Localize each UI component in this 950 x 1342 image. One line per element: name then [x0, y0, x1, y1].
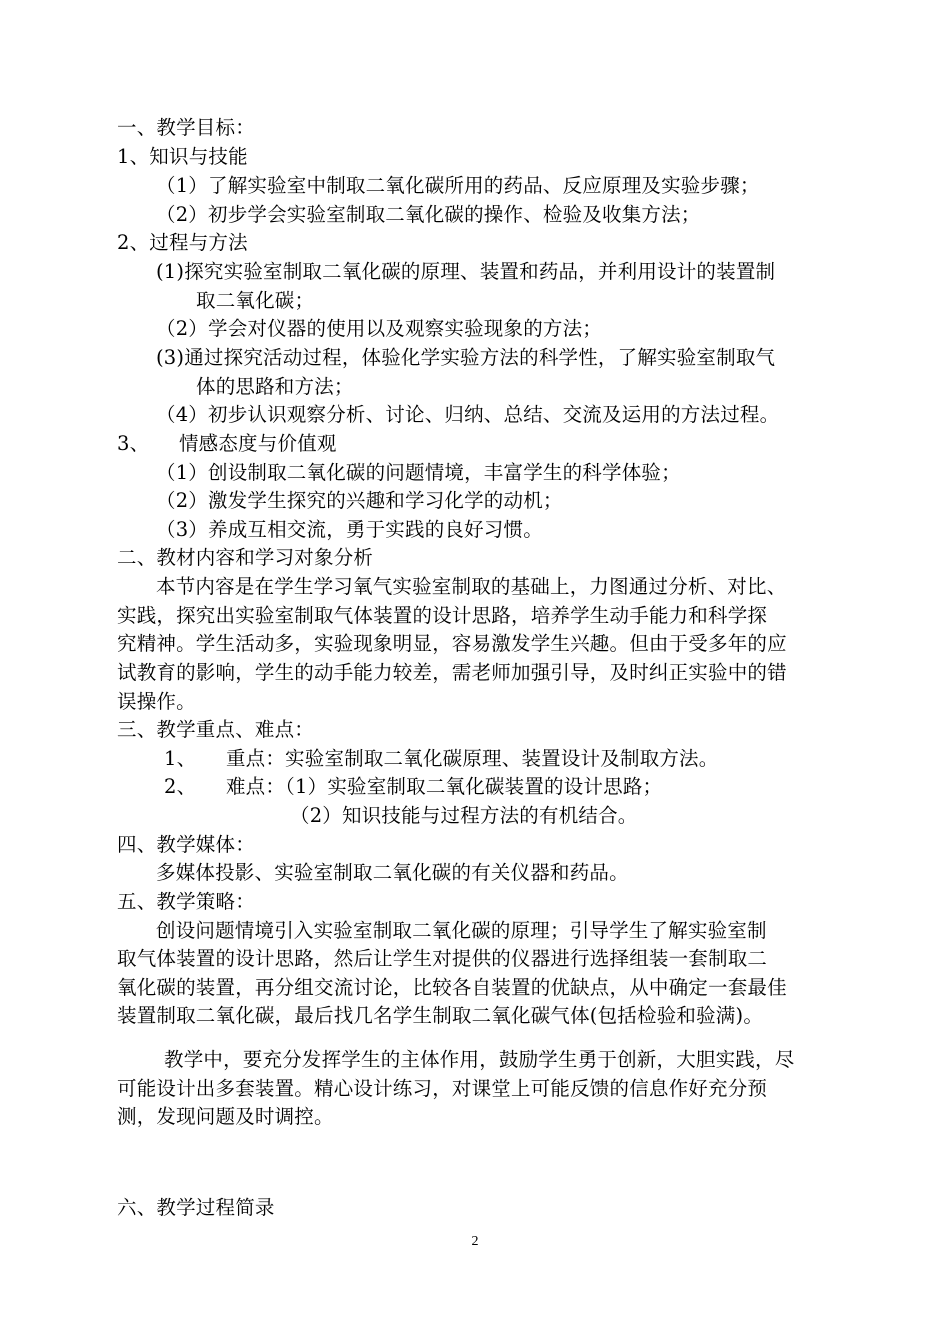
- key-point-2-cont: （2）知识技能与过程方法的有机结合。: [290, 804, 638, 827]
- goal-item-2-3-cont: 体的思路和方法；: [196, 375, 354, 398]
- key-point-2: 2、 难点：（1）实验室制取二氧化碳装置的设计思路；: [164, 775, 663, 798]
- goal-item-2-1: (1)探究实验室制取二氧化碳的原理、装置和药品，并利用设计的装置制: [156, 260, 776, 283]
- goal-item-2-4: （4）初步认识观察分析、讨论、归纳、总结、交流及运用的方法过程。: [156, 403, 780, 426]
- strategy-paragraph2-line-2: 可能设计出多套装置。精心设计练习，对课堂上可能反馈的信息作好充分预: [117, 1077, 768, 1100]
- goal-item-2-1-cont: 取二氧化碳；: [196, 289, 315, 312]
- strategy-paragraph-line-4: 装置制取二氧化碳，最后找几名学生制取二氧化碳气体(包括检验和验满)。: [117, 1004, 764, 1027]
- key-point-1: 1、 重点：实验室制取二氧化碳原理、装置设计及制取方法。: [164, 747, 719, 770]
- media-paragraph: 多媒体投影、实验室制取二氧化碳的有关仪器和药品。: [156, 861, 629, 884]
- strategy-paragraph-line-2: 取气体装置的设计思路，然后让学生对提供的仪器进行选择组装一套制取二: [117, 947, 768, 970]
- heading-teaching-goals: 一、教学目标：: [117, 116, 255, 139]
- analysis-paragraph-line-4: 试教育的影响，学生的动手能力较差，需老师加强引导，及时纠正实验中的错: [117, 661, 787, 684]
- page-number: 2: [471, 1234, 479, 1249]
- goal-item-1-2: （2）初步学会实验室制取二氧化碳的操作、检验及收集方法；: [156, 203, 701, 226]
- strategy-paragraph2-line-3: 测，发现问题及时调控。: [117, 1105, 334, 1128]
- goal-item-3-2: （2）激发学生探究的兴趣和学习化学的动机；: [156, 489, 563, 512]
- heading-content-analysis: 二、教材内容和学习对象分析: [117, 546, 374, 569]
- strategy-paragraph2-line-1: 教学中，要充分发挥学生的主体作用，鼓励学生勇于创新，大胆实践，尽: [164, 1048, 795, 1071]
- analysis-paragraph-line-1: 本节内容是在学生学习氧气实验室制取的基础上，力图通过分析、对比、: [156, 575, 787, 598]
- subheading-emotion-values: 3、 情感态度与价值观: [117, 432, 337, 455]
- analysis-paragraph-line-3: 究精神。学生活动多，实验现象明显，容易激发学生兴趣。但由于受多年的应: [117, 632, 787, 655]
- strategy-paragraph-line-1: 创设问题情境引入实验室制取二氧化碳的原理；引导学生了解实验室制: [156, 919, 767, 942]
- goal-item-3-3: （3）养成互相交流，勇于实践的良好习惯。: [156, 518, 543, 541]
- goal-item-3-1: （1）创设制取二氧化碳的问题情境，丰富学生的科学体验；: [156, 461, 681, 484]
- strategy-paragraph-line-3: 氧化碳的装置，再分组交流讨论，比较各自装置的优缺点，从中确定一套最佳: [117, 976, 787, 999]
- heading-key-points: 三、教学重点、难点：: [117, 718, 315, 741]
- heading-teaching-media: 四、教学媒体：: [117, 833, 255, 856]
- heading-teaching-process: 六、教学过程简录: [117, 1196, 275, 1219]
- goal-item-2-3: (3)通过探究活动过程，体验化学实验方法的科学性，了解实验室制取气: [156, 346, 776, 369]
- goal-item-2-2: （2）学会对仪器的使用以及观察实验现象的方法；: [156, 317, 603, 340]
- goal-item-1-1: （1）了解实验室中制取二氧化碳所用的药品、反应原理及实验步骤；: [156, 174, 760, 197]
- subheading-process-methods: 2、过程与方法: [117, 231, 248, 254]
- subheading-knowledge-skills: 1、知识与技能: [117, 145, 248, 168]
- analysis-paragraph-line-5: 误操作。: [117, 690, 196, 713]
- analysis-paragraph-line-2: 实践，探究出实验室制取气体装置的设计思路，培养学生动手能力和科学探: [117, 604, 768, 627]
- heading-teaching-strategy: 五、教学策略：: [117, 890, 255, 913]
